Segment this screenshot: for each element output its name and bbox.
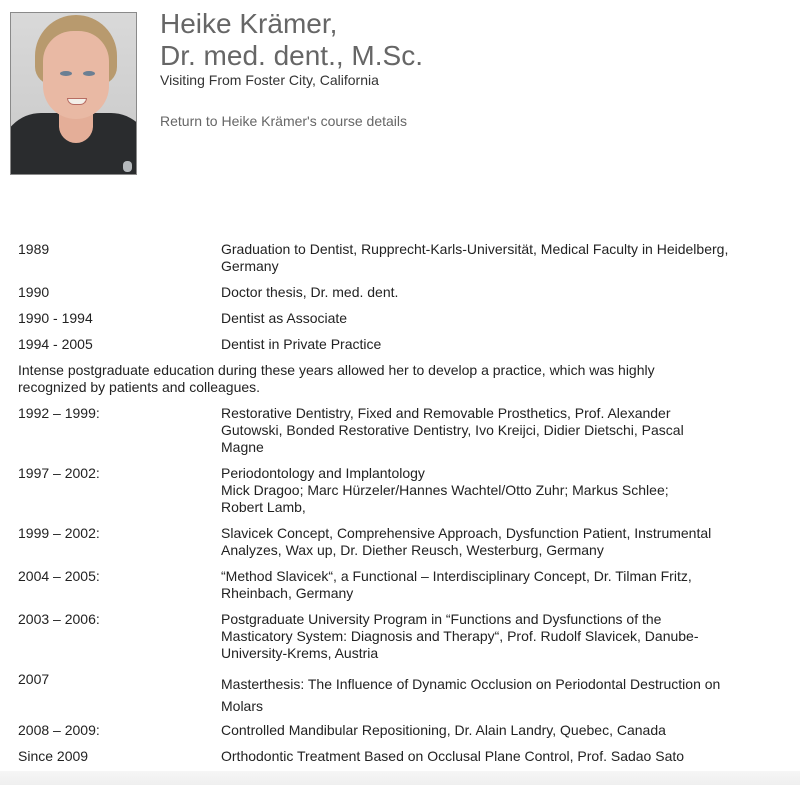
cv-row [18,748,758,765]
cv-year: Since 2009 [18,748,89,764]
cv-year: 1999 – 2002: [18,525,100,541]
cv-desc-detail: Mick Dragoo; Marc Hürzeler/Hannes Wachtel/Otto Zuhr; Markus Schlee; Robert Lamb, [221,482,669,515]
cv-year: 1994 - 2005 [18,336,93,352]
cv-note: Intense postgraduate education during these years allowed her to develop a practice, which was highly recognized by patients and colleagues. [18,362,655,395]
page-bottom-band [0,771,800,785]
cv-desc: Graduation to Dentist, Rupprecht-Karls-Universität, Medical Faculty in Heidelberg, Germany [221,241,729,274]
cv-row [18,722,758,739]
cv-year: 1990 [18,284,50,300]
cv-desc: Controlled Mandibular Repositioning, Dr. Alain Landry, Quebec, Canada [221,722,666,738]
photo-eye [60,71,72,76]
name-line-1: Heike Krämer, [160,8,338,39]
photo-face [43,31,109,119]
cv-year: 2008 – 2009: [18,722,100,738]
cv-row [18,405,758,456]
cv-desc-title: Periodontology and Implantology [221,465,425,481]
cv-row [18,525,758,559]
cv-year: 2007 [18,671,50,687]
cv-year: 1990 - 1994 [18,310,93,326]
cv-list [18,241,758,774]
profile-header [0,0,800,190]
cv-row [18,336,758,353]
cv-row [18,465,758,516]
cv-year: 2004 – 2005: [18,568,100,584]
cv-year: 2003 – 2006: [18,611,100,627]
cv-row [18,284,758,301]
cv-desc: Slavicek Concept, Comprehensive Approach, Dysfunction Patient, Instrumental Analyzes, Wax up, Dr. Diether Reusch, Westerburg, Germany [221,525,712,558]
cv-desc [221,465,711,516]
cv-desc: “Method Slavicek“, a Functional – Interdisciplinary Concept, Dr. Tilman Fritz, Rheinbach, Germany [221,568,692,601]
cv-desc: Postgraduate University Program in “Functions and Dysfunctions of the Masticatory System: Diagnosis and Therapy“, Prof. Rudolf Slavicek, Danube-University-Krems, Austria [221,611,699,661]
cv-desc: Restorative Dentistry, Fixed and Removable Prosthetics, Prof. Alexander Gutowski, Bonded Restorative Dentistry, Ivo Kreijci, Didier Dietschi, Pascal Magne [221,405,684,455]
profile-photo [10,12,137,175]
profile-name [160,8,423,72]
photo-eye [83,71,95,76]
cv-year: 1989 [18,241,50,257]
cv-row [18,241,758,275]
cv-row [18,611,758,662]
photo-pin [123,161,132,172]
visiting-location: Visiting From Foster City, California [160,72,379,88]
name-credentials: Dr. med. dent., M.Sc. [160,40,423,71]
cv-desc: Doctor thesis, Dr. med. dent. [221,284,399,300]
return-to-course-link[interactable]: Return to Heike Krämer's course details [160,113,407,129]
cv-desc: Dentist in Private Practice [221,336,382,352]
cv-year: 1997 – 2002: [18,465,100,481]
cv-desc: Masterthesis: The Influence of Dynamic Occlusion on Periodontal Destruction on Molars [221,676,721,714]
cv-desc: Dentist as Associate [221,310,348,326]
cv-row [18,568,758,602]
cv-row [18,671,758,717]
cv-desc: Orthodontic Treatment Based on Occlusal Plane Control, Prof. Sadao Sato [221,748,685,764]
cv-year: 1992 – 1999: [18,405,100,421]
cv-row [18,310,758,327]
